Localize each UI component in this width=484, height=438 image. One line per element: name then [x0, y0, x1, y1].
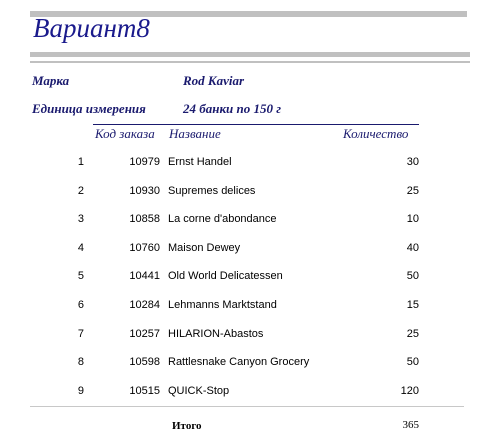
title-underline-thick [30, 52, 470, 57]
row-number: 7 [77, 328, 84, 340]
brand-label: Марка [32, 73, 70, 88]
column-header-name: Название [169, 126, 221, 141]
order-id-cell: 10930 [129, 185, 160, 197]
order-id-cell: 10760 [129, 242, 160, 254]
row-number: 8 [77, 356, 84, 368]
quantity-cell: 30 [406, 156, 419, 168]
row-number: 1 [77, 156, 84, 168]
row-number: 4 [77, 242, 84, 254]
name-cell: Ernst Handel [168, 156, 232, 168]
footer-rule [30, 406, 464, 407]
name-cell: Supremes delices [168, 185, 256, 197]
name-cell: Old World Delicatessen [168, 270, 283, 282]
report-title: Вариант8 [33, 13, 150, 43]
column-header-quantity: Количество [343, 126, 409, 141]
row-number: 2 [77, 185, 84, 197]
row-number: 5 [77, 270, 84, 282]
title-underline-thin [30, 61, 470, 63]
name-cell: Maison Dewey [168, 242, 241, 254]
quantity-cell: 10 [406, 213, 419, 225]
quantity-cell: 50 [406, 270, 419, 282]
name-cell: La corne d'abondance [168, 213, 277, 225]
quantity-cell: 120 [400, 385, 419, 397]
quantity-cell: 15 [406, 299, 419, 311]
total-value: 365 [402, 419, 419, 431]
name-cell: Rattlesnake Canyon Grocery [168, 356, 310, 368]
order-id-cell: 10284 [129, 299, 160, 311]
order-id-cell: 10858 [129, 213, 160, 225]
header-rule [93, 124, 419, 125]
order-id-cell: 10257 [129, 328, 160, 340]
order-id-cell: 10598 [129, 356, 160, 368]
name-cell: HILARION-Abastos [168, 328, 264, 340]
order-id-cell: 10979 [129, 156, 160, 168]
row-number: 3 [77, 213, 84, 225]
unit-value: 24 банки по 150 г [183, 101, 282, 116]
quantity-cell: 40 [406, 242, 419, 254]
unit-label: Единица измерения [32, 101, 146, 116]
order-id-cell: 10441 [129, 270, 160, 282]
total-label: Итого [172, 420, 202, 432]
quantity-cell: 25 [406, 185, 419, 197]
name-cell: QUICK-Stop [168, 385, 230, 397]
brand-value: Rod Kaviar [183, 73, 245, 88]
order-id-cell: 10515 [129, 385, 160, 397]
column-header-order-id: Код заказа [95, 126, 155, 141]
row-number: 6 [77, 299, 84, 311]
quantity-cell: 25 [406, 328, 419, 340]
name-cell: Lehmanns Marktstand [168, 299, 277, 311]
row-number: 9 [77, 385, 84, 397]
quantity-cell: 50 [406, 356, 419, 368]
